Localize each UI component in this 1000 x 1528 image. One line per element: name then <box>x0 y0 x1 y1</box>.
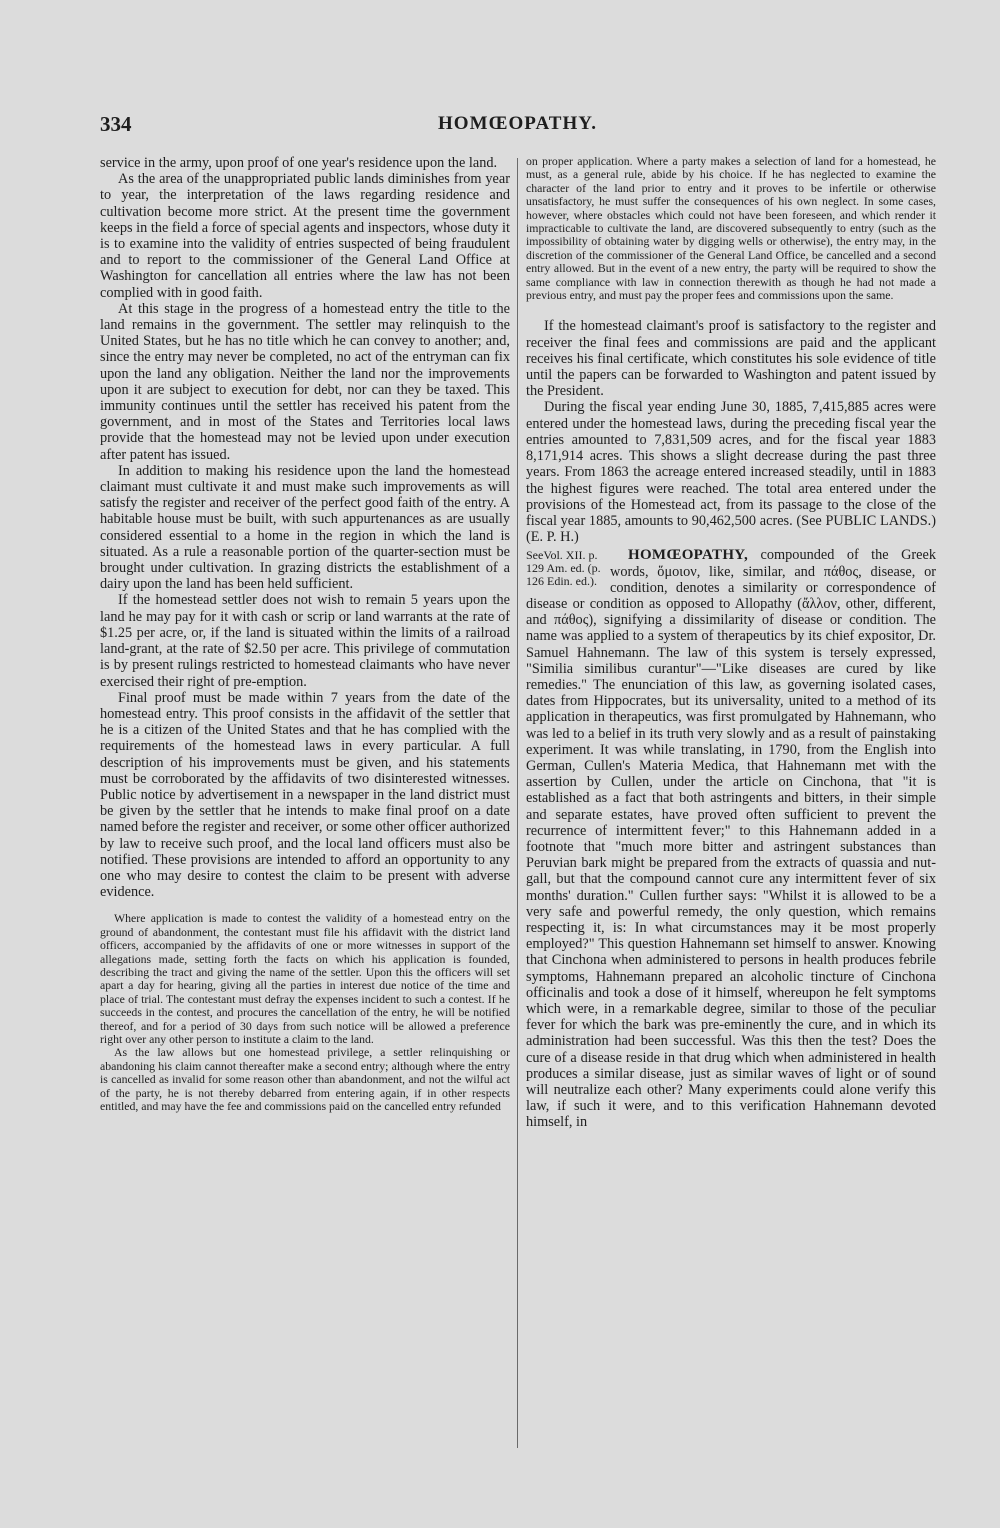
article-opening-paragraph <box>526 547 936 1130</box>
small-print-block <box>100 912 510 1113</box>
article-homoeopathy <box>526 547 936 1130</box>
paragraph: During the fiscal year ending June 30, 1885, 7,415,885 acres were entered under the homestead laws, during the preceding fiscal year the entries amounted to 7,831,509 acres, and for the fiscal year 1883 8,171,914 acres. This shows a slight decrease during the past three years. From 1863 the acreage entered increased steadily, until in 1883 the highest figures were reached. The total area entered under the provisions of the Homestead act, from its passage to the close of the fiscal year 1885, amounts to 90,462,500 acres. (See PUBLIC LANDS.) (E. P. H.) <box>526 399 936 546</box>
running-head: HOMŒOPATHY. <box>438 113 597 134</box>
small-paragraph: Where application is made to contest the validity of a homestead entry on the ground of abandonment, the contestant must file his affidavit with the district land officers, accompanied by the affidavits of one or more witnesses in support of the allegations made, setting forth the facts on which his application is founded, describing the tract and giving the name of the settler. Upon this the officers will set apart a day for hearing, giving all the parties in interest due notice of the time and place of trial. The contestant must defray the expenses incident to such a contest. If he succeeds in the contest, and procures the cancellation of the entry, he will be notified thereof, and for a period of 30 days from such notice will be allowed a preference right over any other person to institute a claim to the land. <box>100 911 510 1046</box>
paragraph: At this stage in the progress of a homestead entry the title to the land remains in the government. The settler may relinquish to the United States, but he has no title which he can convey to another; and, since the entry may never be completed, no act of the entryman can fix upon the land any obligation. Neither the land nor the improvements upon it are subject to execution for debt, nor can they be taxed. This immunity continues until the settler has received his patent from the government, and in most of the States and Territories local laws provide that the homestead may not be levied upon under execution after patent has issued. <box>100 300 510 463</box>
small-paragraph: As the law allows but one homestead privilege, a settler relinquishing or abandoning his claim cannot thereafter make a second entry; although where the entry is cancelled as invalid for some reason other than abandonment, and not the wilful act of the party, he is not thereby debarred from entering again, if in other respects entitled, and may have the fee and commissions paid on the cancelled entry refunded <box>100 1045 510 1114</box>
paragraph: If the homestead claimant's proof is satisfactory to the register and receiver the final fees and commissions are paid and the applicant receives his final certificate, which constitutes his sole evidence of title until the papers can be forwarded to Washington and patent issued by the President. <box>526 318 936 400</box>
paragraph: As the area of the unappropriated public lands diminishes from year to year, the interpretation of the laws regarding residence and cultivation become more strict. At the present time the government keeps in the field a force of special agents and inspectors, whose duty it is to examine into the validity of entries suspected of being fraudulent and to report to the commissioner of the General Land Office at Washington for cancellation all entries where the law has not been complied with in good faith. <box>100 171 510 301</box>
margin-note: SeeVol. XII. p. 129 Am. ed. (p. 126 Edin. ed.). <box>526 548 601 589</box>
small-paragraph: on proper application. Where a party makes a selection of land for a homestead, he must, as a general rule, abide by his choice. If he has neglected to examine the character of the land prior to entry and it proves to be infertile or otherwise unsatisfactory, he must suffer the consequences of his own neglect. In some cases, however, where obstacles which could not have been foreseen, and which render it impracticable to cultivate the land, are discovered subsequently to entry (such as the impossibility of obtaining water by digging wells or otherwise), the entry may, in the discretion of the commissioner of the General Land Office, be cancelled and a second entry allowed. But in the event of a new entry, the party will be required to show the same compliance with law in connection therewith as though he had not made a previous entry, and must pay the proper fees and commissions upon the same. <box>526 154 936 303</box>
right-column <box>526 155 936 1131</box>
paragraph: service in the army, upon proof of one year's residence upon the land. <box>100 155 498 171</box>
article-text-first-line: compounded of the Greek <box>760 547 936 564</box>
paragraph: Final proof must be made within 7 years from the date of the homestead entry. This proof consists in the affidavit of the settler that he is a citizen of the United States and that he has complied with the requirements of the homestead laws in every particular. A full description of his improvements must be given, and his statements must be corroborated by the affidavits of two disinterested witnesses. Public notice by advertisement in a newspaper in the land district must be given by the settler that he intends to make final proof on a date named before the register and receiver, or some other officer authorized by law to receive such proof, and the local land officers must also be notified. These provisions are intended to afford an opportunity to any one who may desire to contest the claim to be present with adverse evidence. <box>100 689 511 901</box>
page-number: 334 <box>100 112 132 136</box>
article-text: words, ὅμοιον, like, similar, and πάθος, disease, or condition, denotes a similarity or correspondence of disease or condition as opposed to Allopathy (ἄλλον, other, different, and πάθος), signifying a dissimilarity of disease or condition. The name was applied to a system of therapeutics by its chief expositor, Dr. Samuel Hahnemann. The law of this system is tersely expressed, "Similia similibus curantur"—"Like diseases are cured by like remedies." The enunciation of this law, as governing isolated cases, dates from Hippocrates, but its universality, united to a method of its application in therapeutics, was first promulgated by Hahnemann, who was led to a belief in its truth very slowly and as a result of painstaking experiment. It was while translating, in 1790, from the English into German, Cullen's Materia Medica, that Hahnemann met with the assertion by Cullen, under the article on Cinchona, that "it is established as a fact that both astringents and bitters, in their simple and separate estates, have proved often sufficient to prevent the recurrence of intermittent fever;" to this Hahnemann added in a footnote that "much more bitter and astringent substances than Peruvian bark might be prepared from the extracts of quassia and nut-gall, but that the compound cannot cure any intermittent fever of six months' duration." Cullen further says: "Whilst it is allowed to be a very safe and powerful remedy, the only question, which remains respecting it, is: In what circumstances may it be most properly employed?" This question Hahnemann set himself to answer. Knowing that Cinchona when administered to persons in health produces febrile symptoms, Hahnemann prepared an alcoholic tincture of Cinchona officinalis and took a dose of it himself, whereupon he felt symptoms which were, in a remarkable degree, similar to those of the peculiar fever for which the bark was pre-eminently the cure, and in which its administration had been successful. Was this then the test? Does the cure of a disease reside in that drug which when administered in health produces a similar disease, just as similar waves of light or of sound will neutralize each other? Many experiments could alone verify this law, if such it were, and to this verification Hahnemann devoted himself, in <box>526 563 936 1131</box>
article-headword: HOMŒOPATHY, <box>628 547 749 564</box>
section-gap <box>526 302 936 318</box>
left-column <box>100 155 510 1113</box>
page-header <box>100 112 935 142</box>
column-divider <box>517 158 518 1448</box>
paragraph: In addition to making his residence upon the land the homestead claimant must cultivate it and must make such improvements as will satisfy the register and receiver of the perfect good faith of the entry. A habitable house must be built, with such appurtenances as are usually considered essential to a home in the region in which the land is situated. As a rule a reasonable portion of the quarter-section must be brought under cultivation. In grazing districts the establishment of a dairy upon the land has been held sufficient. <box>100 462 510 593</box>
paragraph: If the homestead settler does not wish to remain 5 years upon the land he may pay for it with cash or scrip or land warrants at the rate of $1.25 per acre, or, if the land is situated within the limits of a railroad land-grant, at the rate of $2.50 per acre. This privilege of commutation is by present rulings restricted to homestead claimants who have never exercised their right of pre-emption. <box>100 592 510 690</box>
